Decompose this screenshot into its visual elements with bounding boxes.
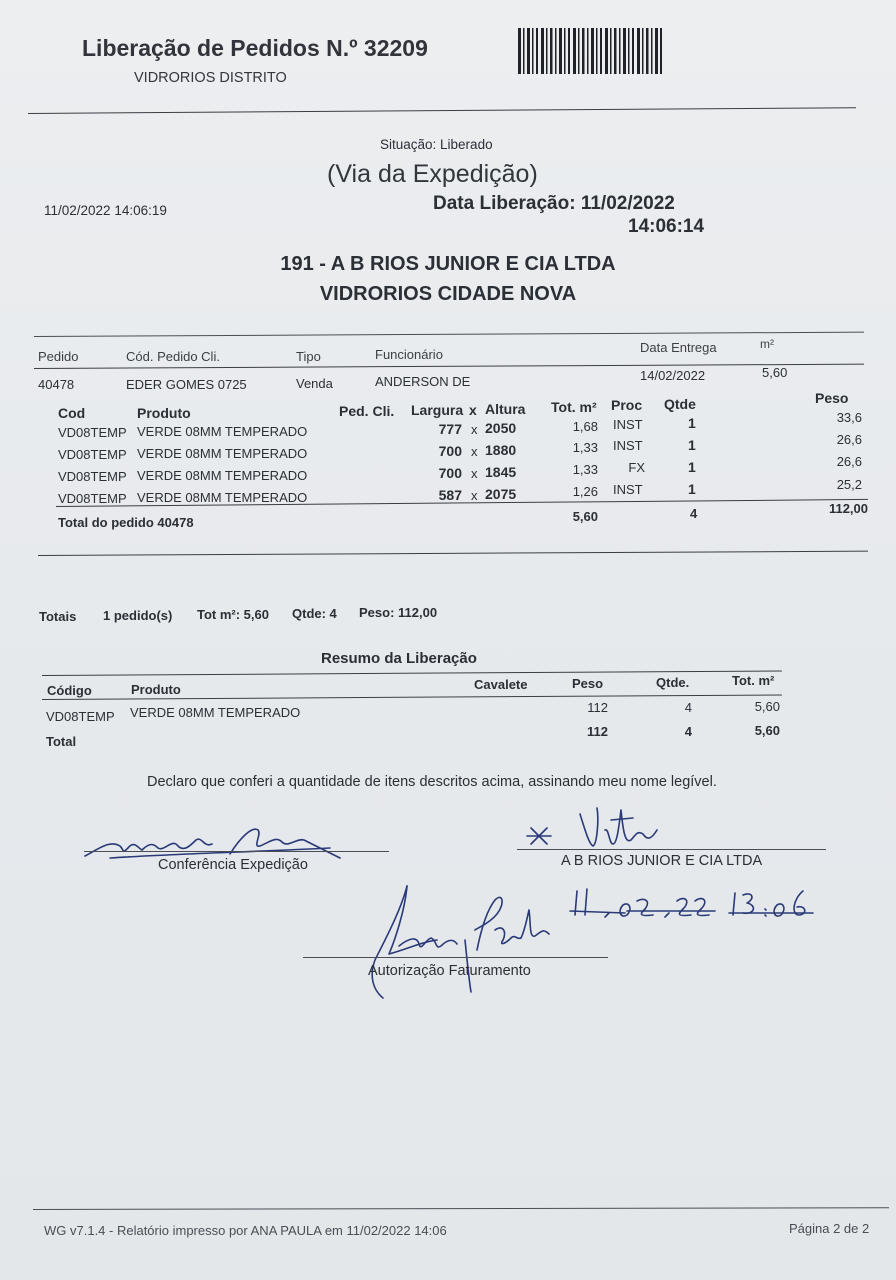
value-data-entrega: 14/02/2022: [640, 368, 706, 383]
cell-proc: INST: [613, 417, 643, 432]
col-peso: Peso: [815, 390, 849, 406]
label-funcionario: Funcionário: [375, 347, 443, 362]
col-qtde: Qtde: [664, 396, 696, 412]
totais-qtde: Qtde: 4: [292, 606, 337, 621]
order-bottom-line: [38, 551, 868, 556]
cell-largura: 587: [438, 487, 462, 503]
cell-peso: 25,2: [836, 477, 862, 492]
resumo-col-tot-m2: Tot. m²: [732, 673, 775, 688]
cell-x: x: [471, 444, 478, 459]
label-cod-pedido-cli: Cód. Pedido Cli.: [126, 349, 220, 364]
footer-line: [33, 1207, 889, 1210]
col-altura: Altura: [485, 401, 526, 417]
cell-cod: VD08TEMP: [58, 469, 127, 484]
cell-cod: VD08TEMP: [58, 491, 127, 506]
resumo-cell-produto: VERDE 08MM TEMPERADO: [130, 705, 301, 720]
resumo-cell-codigo: VD08TEMP: [46, 709, 115, 724]
cell-altura: 2075: [485, 486, 517, 502]
col-ped-cli: Ped. Cli.: [339, 403, 395, 419]
cell-largura: 700: [438, 443, 462, 459]
cell-tot-m2: 1,26: [572, 484, 598, 499]
cell-x: x: [471, 488, 478, 503]
cell-largura: 777: [438, 421, 462, 437]
order-header-line: [34, 364, 864, 369]
cell-altura: 2050: [485, 420, 517, 436]
header-divider: [28, 107, 856, 114]
resumo-title: Resumo da Liberação: [321, 650, 477, 667]
totais-peso: Peso: 112,00: [359, 605, 438, 620]
cell-altura: 1845: [485, 464, 517, 480]
label-data-entrega: Data Entrega: [640, 340, 717, 355]
label-pedido: Pedido: [38, 349, 79, 364]
footer-printed-by: WG v7.1.4 - Relatório impresso por ANA PAULA em 11/02/2022 14:06: [44, 1223, 447, 1238]
cell-peso: 26,6: [836, 432, 862, 447]
value-cod-pedido-cli: EDER GOMES 0725: [126, 377, 247, 392]
cell-qtde: 1: [688, 415, 696, 431]
resumo-col-qtde: Qtde.: [656, 675, 690, 690]
status-situacao: Situação: Liberado: [380, 137, 493, 152]
cell-proc: INST: [613, 482, 643, 497]
col-produto: Produto: [137, 405, 191, 421]
cell-tot-m2: 1,33: [572, 440, 598, 455]
col-largura: Largura: [411, 402, 464, 418]
handwritten-date-icon: [565, 883, 825, 928]
cell-tot-m2: 1,68: [572, 419, 598, 434]
col-tot-m2: Tot. m²: [551, 399, 597, 415]
signature-label-conferencia: Conferência Expedição: [158, 857, 308, 873]
client-branch: VIDRORIOS CIDADE NOVA: [319, 283, 577, 305]
cell-qtde: 1: [688, 437, 696, 453]
cell-proc: FX: [628, 460, 645, 475]
cell-produto: VERDE 08MM TEMPERADO: [137, 446, 308, 461]
via-label: (Via da Expedição): [327, 160, 538, 188]
col-x: x: [469, 402, 477, 418]
cell-x: x: [471, 422, 478, 437]
order-top-line: [34, 332, 864, 337]
resumo-cell-qtde: 4: [684, 700, 692, 715]
data-liberacao: Data Liberação: 11/02/2022: [433, 193, 675, 214]
cell-qtde: 1: [688, 481, 696, 497]
col-proc: Proc: [611, 397, 643, 413]
cell-produto: VERDE 08MM TEMPERADO: [137, 468, 308, 483]
printed-timestamp: 11/02/2022 14:06:19: [44, 203, 167, 218]
resumo-col-peso: Peso: [572, 676, 604, 691]
document-title: Liberação de Pedidos N.º 32209: [82, 35, 428, 61]
signature-line-autorizacao: [303, 957, 608, 958]
label-tipo: Tipo: [296, 349, 321, 364]
resumo-col-produto: Produto: [131, 682, 181, 697]
total-pedido-qtde: 4: [690, 506, 698, 521]
cell-altura: 1880: [485, 442, 517, 458]
resumo-total-peso: 112: [587, 724, 608, 739]
footer-page-number: Página 2 de 2: [789, 1221, 870, 1236]
cell-cod: VD08TEMP: [58, 447, 127, 462]
cell-produto: VERDE 08MM TEMPERADO: [137, 490, 308, 505]
cell-produto: VERDE 08MM TEMPERADO: [137, 424, 308, 439]
cell-tot-m2: 1,33: [572, 462, 598, 477]
resumo-cell-peso: 112: [587, 700, 608, 715]
totais-label: Totais: [39, 609, 77, 624]
signature-autorizacao-icon: [365, 880, 565, 1005]
label-m2: m²: [760, 337, 774, 351]
declaration-text: Declaro que conferi a quantidade de itens descritos acima, assinando meu nome legível.: [147, 774, 717, 790]
value-m2: 5,60: [762, 365, 788, 380]
cell-largura: 700: [438, 465, 462, 481]
resumo-cell-tot-m2: 5,60: [754, 699, 780, 714]
resumo-total-qtde: 4: [684, 724, 692, 739]
resumo-total-label: Total: [46, 734, 77, 749]
cell-cod: VD08TEMP: [58, 425, 127, 440]
col-cod: Cod: [58, 405, 86, 421]
cell-qtde: 1: [688, 459, 696, 475]
resumo-col-codigo: Código: [47, 683, 92, 698]
cell-x: x: [471, 466, 478, 481]
company-name: VIDRORIOS DISTRITO: [134, 70, 287, 86]
value-tipo: Venda: [296, 376, 333, 391]
resumo-total-tot-m2: 5,60: [754, 723, 780, 738]
signature-line-conferencia: [84, 851, 389, 852]
signature-label-cliente: A B RIOS JUNIOR E CIA LTDA: [561, 853, 763, 869]
signature-label-autorizacao: Autorização Faturamento: [368, 963, 531, 979]
total-pedido-peso: 112,00: [828, 501, 868, 516]
cell-proc: INST: [613, 438, 643, 453]
totais-m2: Tot m²: 5,60: [197, 607, 269, 622]
value-funcionario: ANDERSON DE: [375, 374, 471, 389]
client-name: 191 - A B RIOS JUNIOR E CIA LTDA: [280, 253, 616, 275]
totais-pedidos: 1 pedido(s): [103, 608, 173, 623]
signature-line-cliente: [517, 849, 826, 850]
cell-peso: 26,6: [836, 454, 862, 469]
data-liberacao-time: 14:06:14: [628, 216, 705, 237]
signature-cliente-icon: [525, 800, 665, 855]
value-pedido: 40478: [38, 377, 75, 392]
total-pedido-m2: 5,60: [572, 509, 598, 524]
barcode-icon: [518, 28, 664, 74]
resumo-col-cavalete: Cavalete: [474, 677, 528, 692]
cell-peso: 33,6: [836, 410, 862, 425]
total-pedido-label: Total do pedido 40478: [58, 515, 194, 530]
